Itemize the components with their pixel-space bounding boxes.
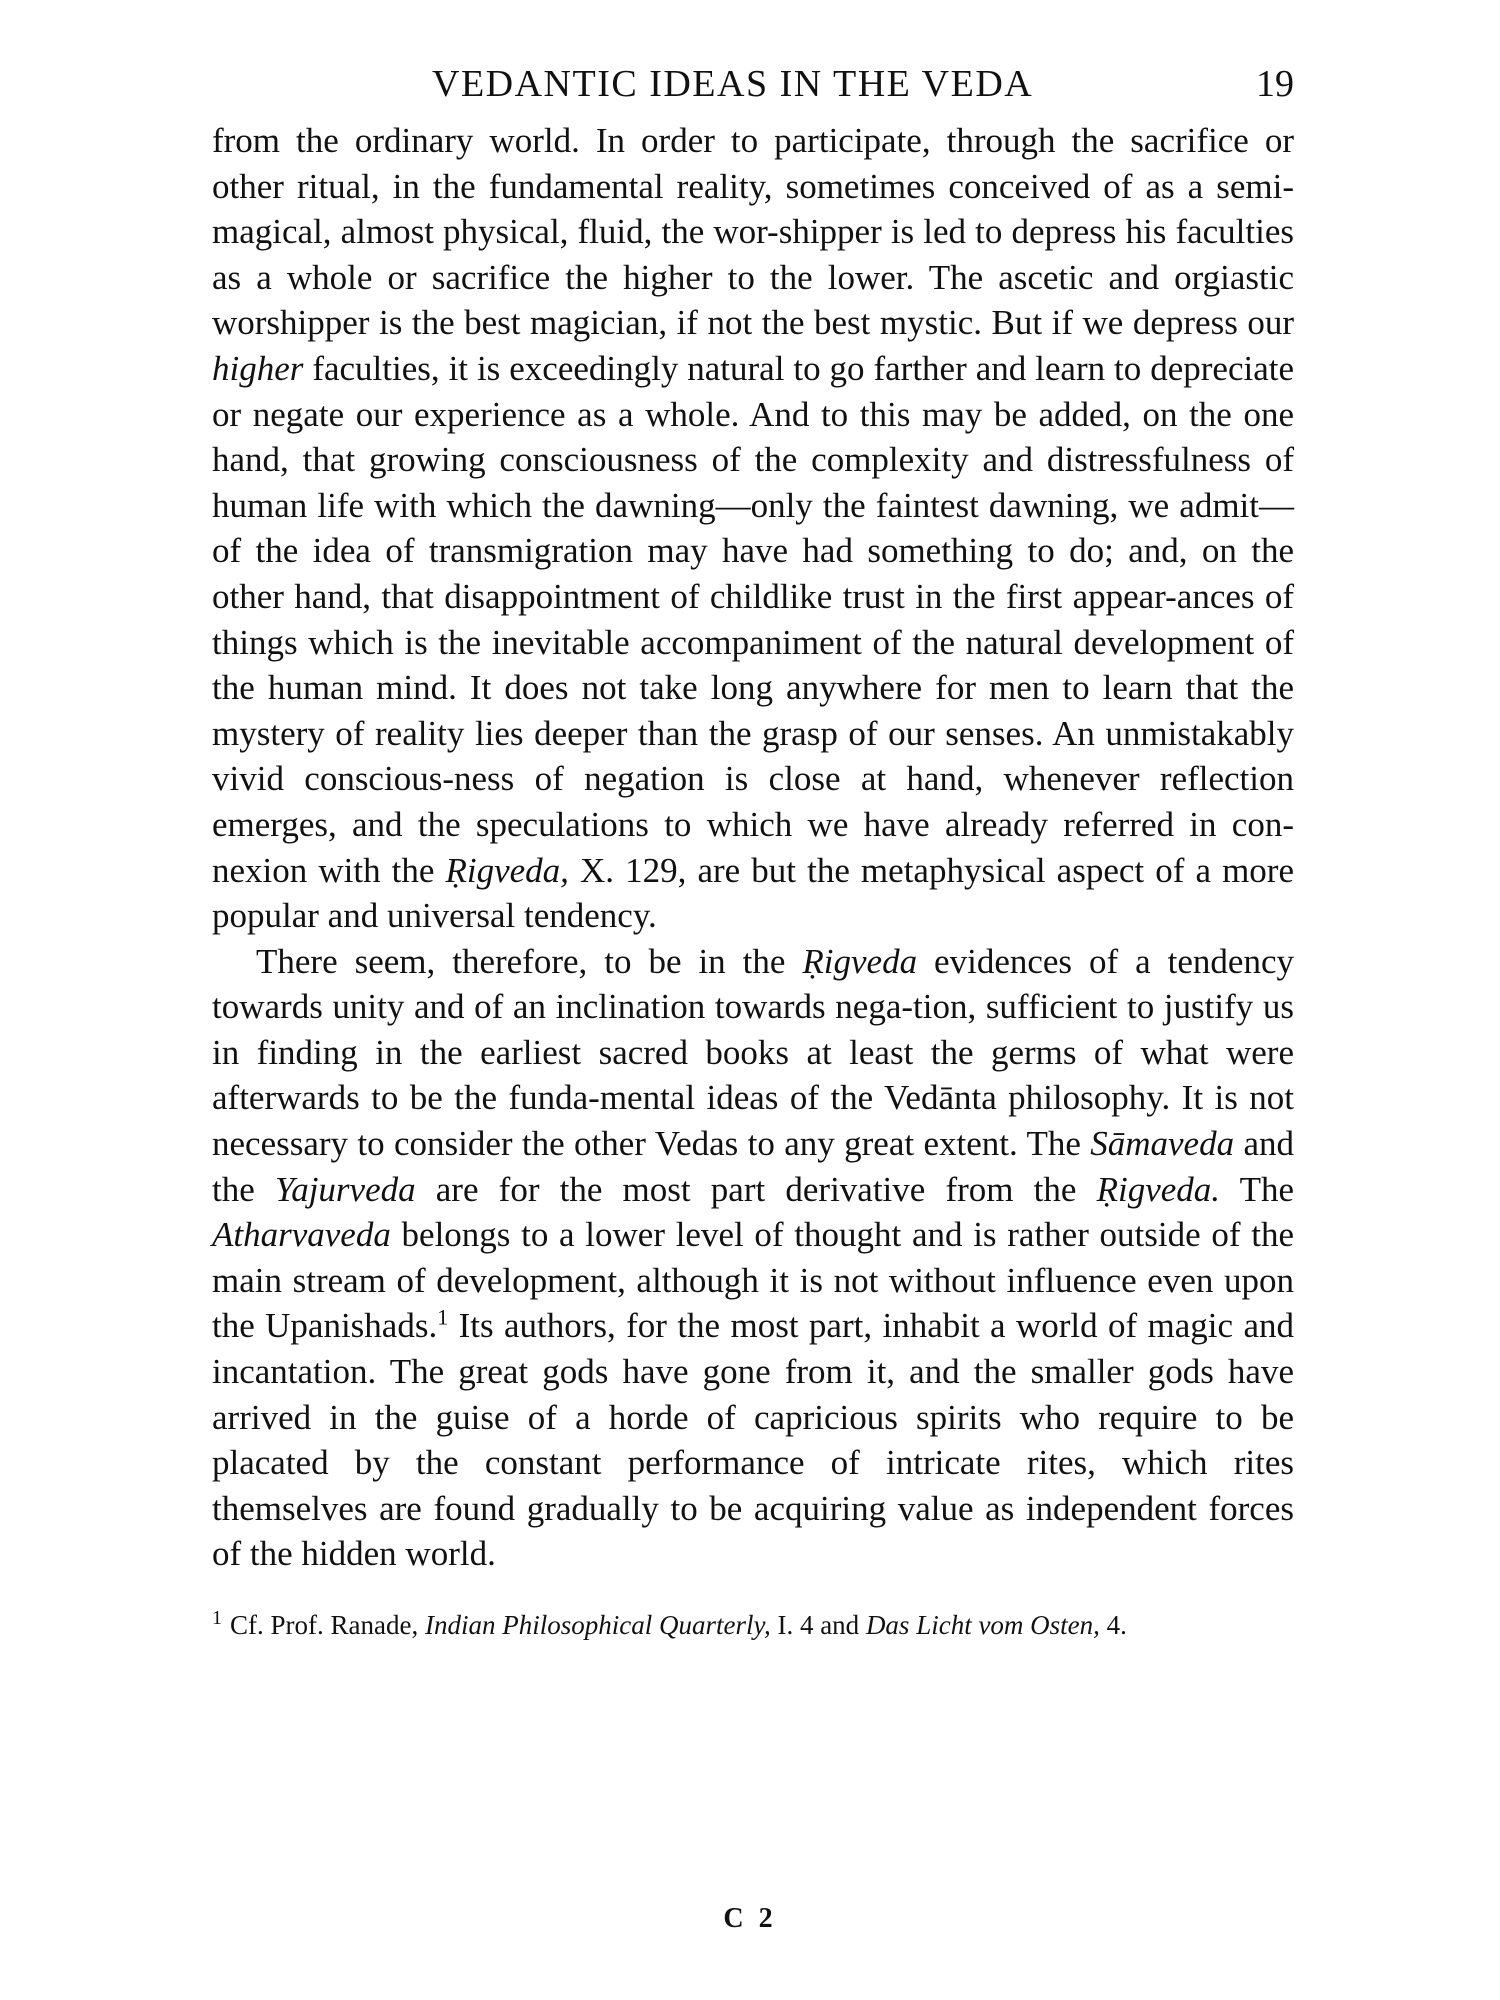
italic-das-licht: Das Licht vom Osten, [865, 1610, 1100, 1640]
italic-rigveda: Ṛigveda. [1096, 1169, 1221, 1209]
text-run: There seem, therefore, to be in the [256, 941, 803, 981]
text-run: belongs to a lower level of thought and is rather outside of the main stream of development, although it is not without influence even upon the Upanishads. [212, 1215, 1294, 1346]
text-run: from the ordinary world. In order to participate, through the sacrifice or other ritual, in the fundamental reality, sometimes conceived of as a semi-magical, almost physical, fluid, the wor-shipper is led to depress his faculties as a whole or sacrifice the higher to the lower. The ascetic and orgiastic worshipper is the best magician, if not the best mystic. But if we depress our [212, 121, 1294, 343]
body-text [212, 118, 1294, 1577]
footnote-marker: 1 [212, 1607, 222, 1629]
signature-mark: C 2 [723, 1903, 777, 1934]
text-run: are for the most part derivative from the [415, 1169, 1097, 1209]
text-run: faculties, it is exceedingly natural to go farther and learn to depreciate or negate our experience as a whole. And to this may be added, on the one hand, that growing consciousness of the complexity and distressfulness of human life with which the dawning—only the faintest dawning, we admit—of the idea of transmigration may have had something to do; and, on the other hand, that disappointment of childlike trust in the first appear-ances of things which is the inevitable accompaniment of the natural development of the human mind. It does not take long anywhere for men to learn that the mystery of reality lies deeper than the grasp of our senses. An unmistakably vivid conscious-ness of negation is close at hand, whenever reflection emerges, and the speculations to which we have already referred in con-nexion with the [212, 348, 1294, 890]
text-run: The [1220, 1169, 1294, 1209]
italic-journal: Indian Philosophical Quarterly, [424, 1610, 771, 1640]
text-run: 4. [1099, 1610, 1127, 1640]
footnote-reference: 1 [437, 1304, 449, 1330]
text-run: Its authors, for the most part, inhabit a world of magic and incantation. The great gods have gone from it, and the smaller gods have arrived in the guise of a horde of capricious spirits who require to be placated by the constant performance of intricate rites, which rites themselves are found gradually to be acquiring value as independent forces of the hidden world. [212, 1306, 1294, 1574]
italic-samaveda: Sāmaveda [1090, 1124, 1235, 1164]
italic-atharvaveda: Atharvaveda [212, 1215, 391, 1255]
italic-rigveda: Ṛigveda [802, 941, 918, 981]
italic-rigveda: Ṛigveda, [445, 850, 569, 890]
paragraph-1 [212, 118, 1294, 939]
paragraph-2 [212, 939, 1294, 1577]
book-page [212, 58, 1294, 1643]
text-run: Cf. Prof. Ranade, [230, 1610, 425, 1640]
italic-yajurveda: Yajurveda [274, 1169, 416, 1209]
footnotes [212, 1607, 1294, 1643]
text-run: I. 4 and [770, 1610, 866, 1640]
italic-higher: higher [212, 348, 304, 388]
text-run: X. 129, are but the metaphysical aspect of a more popular and universal tendency. [212, 850, 1294, 936]
footnote-1 [212, 1607, 1294, 1643]
running-head [212, 58, 1294, 118]
text-run: evidences of a tendency towards unity and of an inclination towards nega-tion, sufficient to justify us in finding in the earliest sacred books at least the germs of what were afterwards to be the funda-mental ideas of the Vedānta philosophy. It is not necessary to consider the other Vedas to any great extent. The [212, 941, 1294, 1164]
page-number: 19 [1256, 63, 1294, 105]
text-run: and the [212, 1124, 1294, 1209]
running-title: VEDANTIC IDEAS IN THE VEDA [432, 63, 1034, 105]
